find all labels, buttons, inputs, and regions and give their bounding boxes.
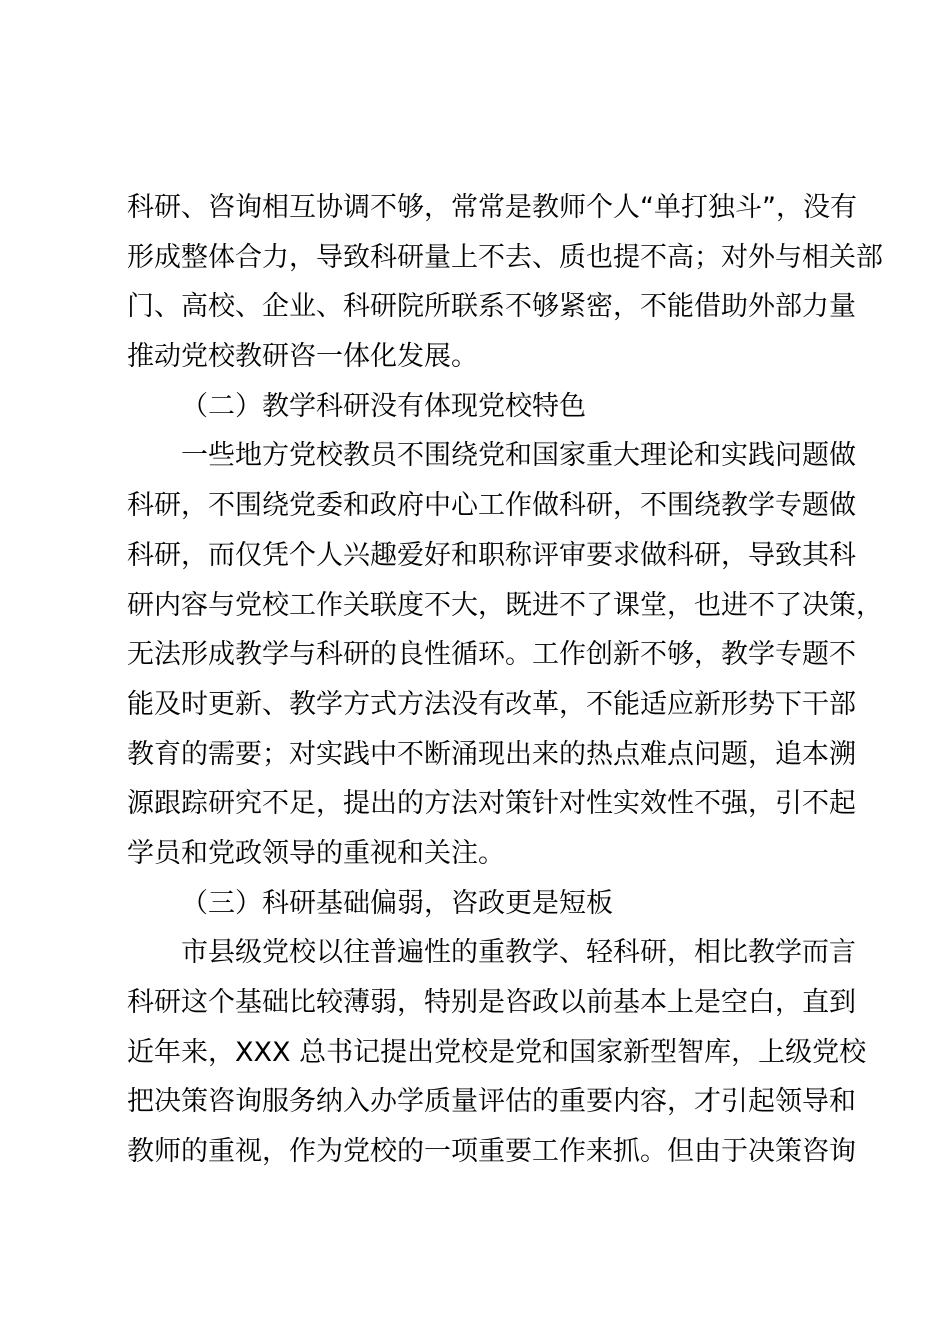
- paragraph-line: 教育的需要；对实践中不断涌现出来的热点难点问题，追本溯: [127, 738, 856, 770]
- paragraph-line: 科研，不围绕党委和政府中心工作做科研，不围绕教学专题做: [127, 490, 856, 522]
- paragraph-line: 市县级党校以往普遍性的重教学、轻科研，相比教学而言: [181, 937, 856, 969]
- paragraph-line: 无法形成教学与科研的良性循环。工作创新不够，教学专题不: [127, 639, 856, 671]
- paragraph-line: 把决策咨询服务纳入办学质量评估的重要内容，才引起领导和: [127, 1086, 856, 1118]
- paragraph-line: 科研这个基础比较薄弱，特别是咨政以前基本上是空白，直到: [127, 987, 856, 1018]
- paragraph-line: 近年来，XXX 总书记提出党校是党和国家新型智库，上级党校: [127, 1036, 867, 1068]
- section-heading: （三）科研基础偏弱，咨政更是短板: [181, 887, 613, 919]
- paragraph-line: 教师的重视，作为党校的一项重要工作来抓。但由于决策咨询: [127, 1136, 856, 1168]
- document-body: [127, 183, 883, 1177]
- paragraph-line: 能及时更新、教学方式方法没有改革，不能适应新形势下干部: [127, 688, 856, 720]
- paragraph-line: 研内容与党校工作关联度不大，既进不了课堂，也进不了决策，: [127, 589, 883, 621]
- paragraph-line: 学员和党政领导的重视和关注。: [127, 837, 505, 869]
- paragraph-line: 科研、咨询相互协调不够，常常是教师个人“单打独斗”，没有: [127, 192, 857, 223]
- paragraph-line: 科研，而仅凭个人兴趣爱好和职称评审要求做科研，导致其科: [127, 539, 856, 571]
- section-heading: （二）教学科研没有体现党校特色: [181, 390, 586, 422]
- paragraph-line: 形成整体合力，导致科研量上不去、质也提不高；对外与相关部: [127, 241, 883, 273]
- paragraph-line: 一些地方党校教员不围绕党和国家重大理论和实践问题做: [181, 440, 856, 472]
- paragraph-line: 推动党校教研咨一体化发展。: [127, 341, 478, 373]
- paragraph-line: 源跟踪研究不足，提出的方法对策针对性实效性不强，引不起: [127, 788, 856, 820]
- paragraph-line: 门、高校、企业、科研院所联系不够紧密，不能借助外部力量: [127, 291, 856, 323]
